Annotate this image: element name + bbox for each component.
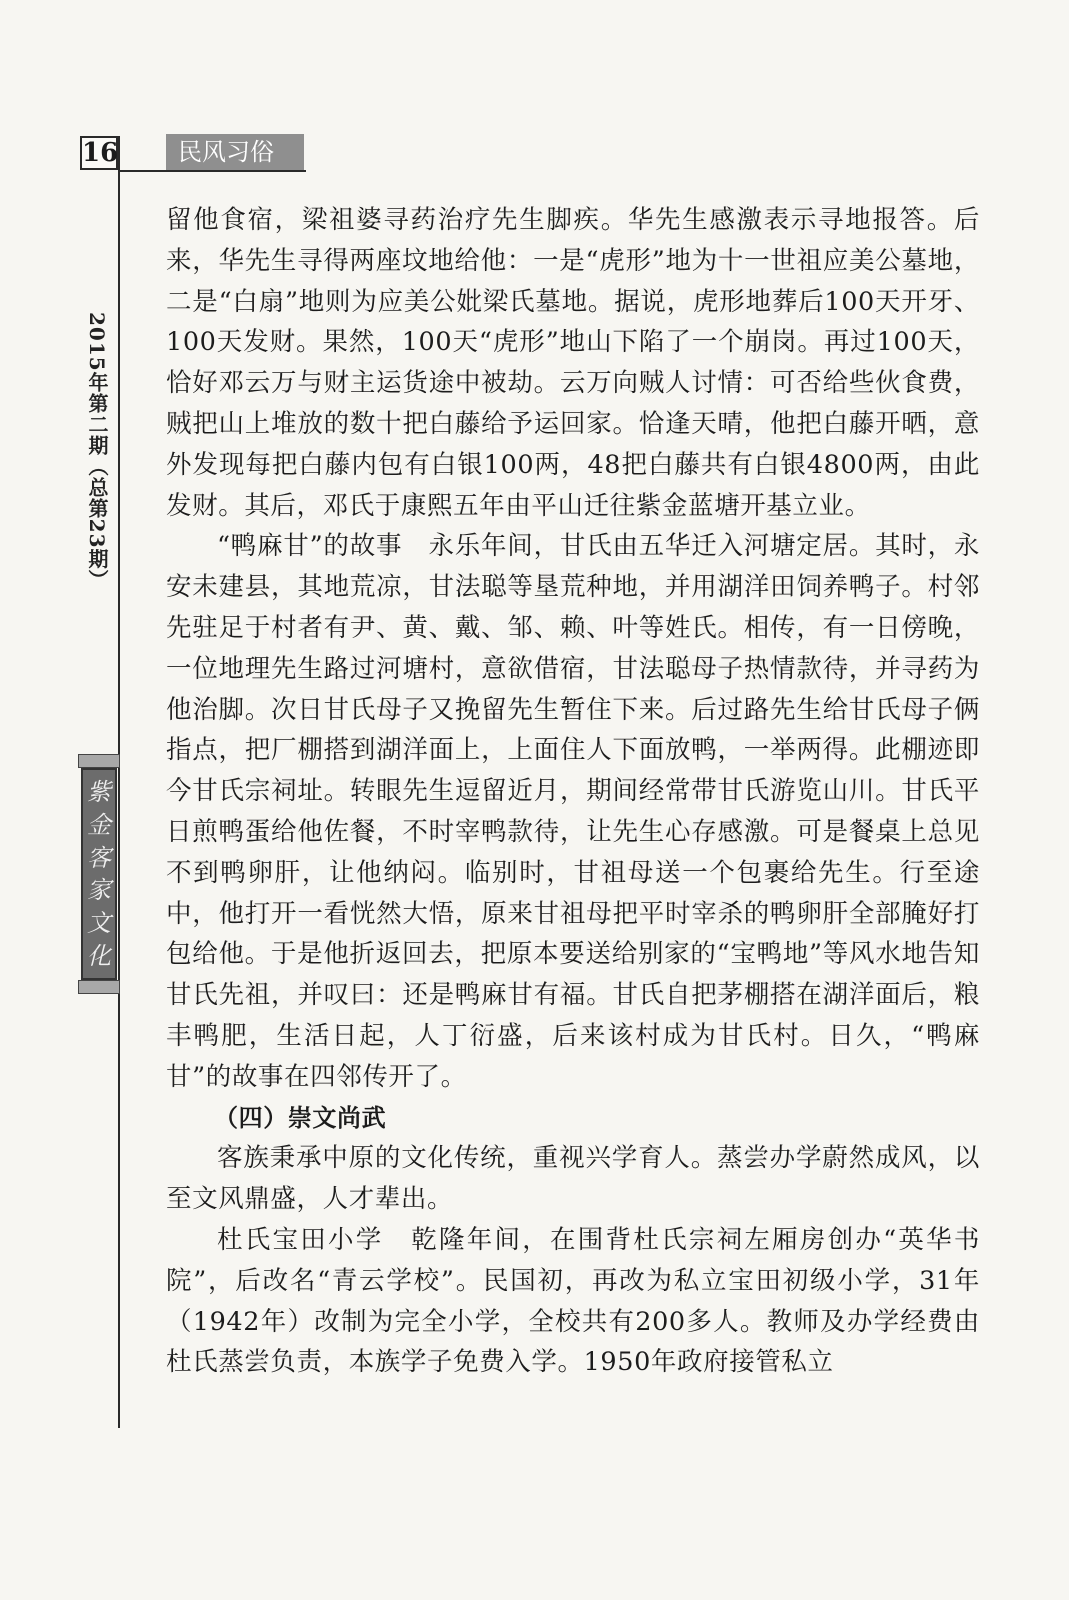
issue-label: 2015年第二期（总第23期）: [85, 312, 109, 591]
ornament-char: 金: [87, 810, 111, 839]
ornament-char: 紫: [87, 778, 111, 807]
section-subheading: （四）崇文尚武: [214, 1103, 387, 1132]
paragraph: 杜氏宝田小学 乾隆年间，在围背杜氏宗祠左厢房创办“英华书院”，后改名“青云学校”。民国初，再改为私立宝田初级小学，31年（1942年）改制为完全小学，全校共有200多人。教师及办学经费由杜氏蒸尝负责，本族学子免费入学。1950年政府接管私立: [166, 1224, 980, 1378]
ornament-char: 客: [87, 843, 111, 872]
paragraph: 留他食宿，梁祖婆寻药治疗先生脚疾。华先生感激表示寻地报答。后来，华先生寻得两座坟地给他：一是“虎形”地为十一世祖应美公墓地，二是“白扇”地则为应美公妣梁氏墓地。据说，虎形地葬后100天开牙、100天发财。果然，100天“虎形”地山下陷了一个崩岗。再过100天，恰好邓云万与财主运货途中被劫。云万向贼人讨情：可否给些伙食费，贼把山上堆放的数十把白藤给予运回家。恰逢天晴，他把白藤开晒，意外发现每把白藤内包有白银100两，48把白藤共有白银4800两，由此发财。其后，邓氏于康熙五年由平山迁往紫金蓝塘开基立业。: [166, 205, 980, 521]
article-body: [166, 200, 980, 1383]
ornament-char: 家: [87, 876, 111, 905]
scroll-cap-top: [78, 754, 120, 768]
paragraph: 客族秉承中原的文化传统，重视兴学育人。蒸尝办学蔚然成风，以至文风鼎盛，人才辈出。: [166, 1143, 980, 1215]
section-title: 民风习俗: [166, 134, 304, 170]
page-number: 16: [82, 138, 119, 168]
scroll-body: [81, 768, 117, 980]
paragraph: “鸭麻甘”的故事 永乐年间，甘氏由五华迁入河塘定居。其时，永安未建县，其地荒凉，甘法聪等垦荒种地，并用湖洋田饲养鸭子。村邻先驻足于村者有尹、黄、戴、邹、赖、叶等姓氏。相传，有一日傍晚，一位地理先生路过河塘村，意欲借宿，甘法聪母子热情款待，并寻药为他治脚。次日甘氏母子又挽留先生暂住下来。后过路先生给甘氏母子俩指点，把厂棚搭到湖洋面上，上面住人下面放鸭，一举两得。此棚迹即今甘氏宗祠址。转眼先生逗留近月，期间经常带甘氏游览山川。甘氏平日煎鸭蛋给他佐餐，不时宰鸭款待，让先生心存感激。可是餐桌上总见不到鸭卵肝，让他纳闷。临别时，甘祖母送一个包裹给先生。行至途中，他打开一看恍然大悟，原来甘祖母把平时宰杀的鸭卵肝全部腌好打包给他。于是他折返回去，把原本要送给别家的“宝鸭地”等风水地告知甘氏先祖，并叹曰：还是鸭麻甘有福。甘氏自把茅棚搭在湖洋面后，粮丰鸭肥，生活日起，人丁衍盛，后来该村成为甘氏村。日久，“鸭麻甘”的故事在四邻传开了。: [166, 531, 980, 1092]
ornament-char: 化: [87, 941, 111, 970]
ornament-char: 文: [87, 908, 111, 937]
scroll-ornament: [74, 754, 124, 994]
header-rule: [118, 170, 306, 172]
scroll-cap-bottom: [78, 980, 120, 994]
